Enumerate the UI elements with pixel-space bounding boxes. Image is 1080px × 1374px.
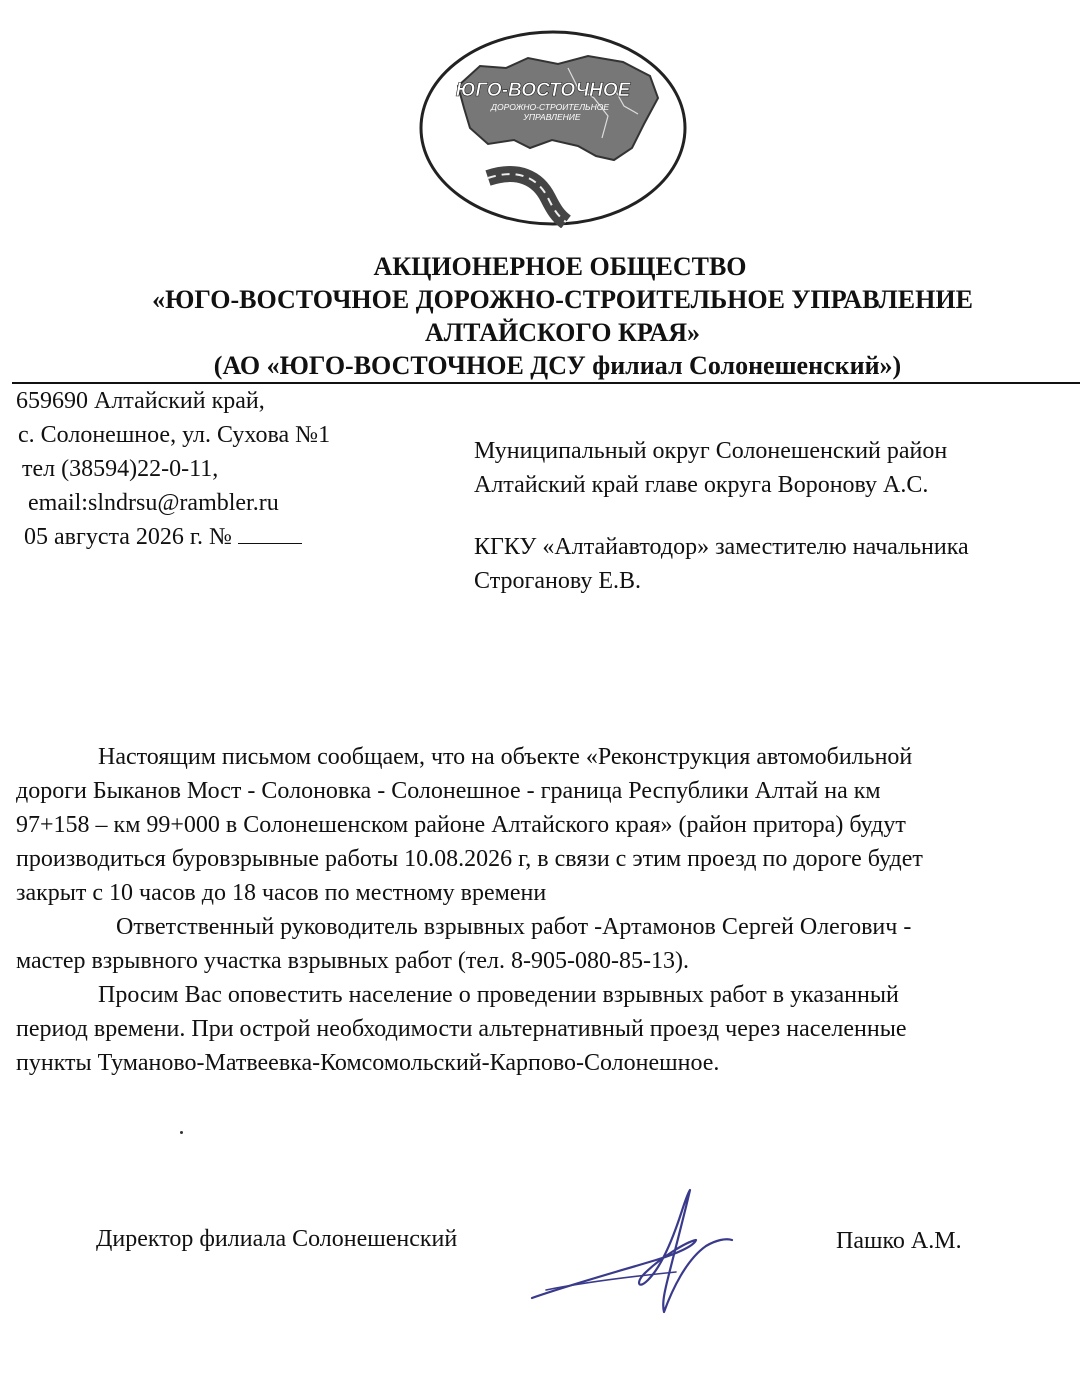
- logo-text-main: ЮГО-ВОСТОЧНОЕ: [455, 80, 631, 101]
- recipient-1-line-2: Алтайский край главе округа Воронову А.С.: [474, 472, 929, 498]
- letter-date: 05 августа 2026 г. №: [24, 524, 232, 550]
- stray-dot: [180, 1131, 183, 1134]
- reference-number-blank: [238, 521, 302, 544]
- logo-text-sub2: УПРАВЛЕНИЕ: [523, 112, 581, 122]
- recipient-2-line-2: Строганову Е.В.: [474, 568, 641, 594]
- body-p1-line: Настоящим письмом сообщаем, что на объекте «Реконструкция автомобильной: [98, 744, 913, 770]
- sender-details: [16, 384, 330, 554]
- body-p1-line: 97+158 – км 99+000 в Солонешенском районе Алтайского края» (район притора) будут: [16, 812, 906, 838]
- body-p3-line: пункты Туманово-Матвеевка-Комсомольский-Карпово-Солонешное.: [16, 1050, 720, 1076]
- handwritten-signature: [526, 1186, 746, 1316]
- letter-date-ref: [16, 520, 330, 554]
- company-logo: [418, 28, 688, 228]
- body-p3-line: период времени. При острой необходимости альтернативный проезд через населенные: [16, 1016, 907, 1042]
- body-p2-line: мастер взрывного участка взрывных работ (тел. 8-905-080-85-13).: [16, 948, 689, 974]
- body-p2-line: Ответственный руководитель взрывных работ -Артамонов Сергей Олегович -: [116, 914, 912, 940]
- recipient-1-line-1: Муниципальный округ Солонешенский район: [474, 438, 948, 464]
- signer-title: Директор филиала Солонешенский: [96, 1226, 458, 1252]
- recipients-block: [474, 434, 969, 598]
- organization-header: [0, 250, 1080, 382]
- org-header-line-4: [0, 349, 1080, 382]
- sender-address-line-1: 659690 Алтайский край,: [16, 388, 265, 414]
- signer-name: Пашко А.М.: [836, 1228, 962, 1254]
- sender-phone: тел (38594)22-0-11,: [22, 456, 219, 482]
- org-header-line-3: АЛТАЙСКОГО КРАЯ»: [425, 318, 700, 347]
- sender-email: email:slndrsu@rambler.ru: [28, 490, 279, 516]
- sender-address-line-2: с. Солонешное, ул. Сухова №1: [18, 422, 331, 448]
- body-p1-line: закрыт с 10 часов до 18 часов по местному времени: [16, 880, 547, 906]
- logo-text-sub1: ДОРОЖНО-СТРОИТЕЛЬНОЕ: [490, 102, 610, 112]
- org-short-name: (АО «ЮГО-ВОСТОЧНОЕ ДСУ: [213, 351, 593, 380]
- body-p1-line: дороги Быканов Мост - Солоновка - Солонешное - граница Республики Алтай на км: [16, 778, 881, 804]
- org-header-line-2: «ЮГО-ВОСТОЧНОЕ ДОРОЖНО-СТРОИТЕЛЬНОЕ УПРАВЛЕНИЕ: [152, 285, 973, 314]
- body-p1-line: производиться буровзрывные работы 10.08.2026 г, в связи с этим проезд по дороге будет: [16, 846, 923, 872]
- body-p3-line: Просим Вас оповестить население о проведении взрывных работ в указанный: [98, 982, 899, 1008]
- org-branch-name: филиал Солонешенский»): [592, 351, 902, 380]
- org-header-line-1: АКЦИОНЕРНОЕ ОБЩЕСТВО: [373, 252, 747, 281]
- letter-body: [16, 740, 1066, 1080]
- recipient-2-line-1: КГКУ «Алтайавтодор» заместителю начальника: [474, 534, 969, 560]
